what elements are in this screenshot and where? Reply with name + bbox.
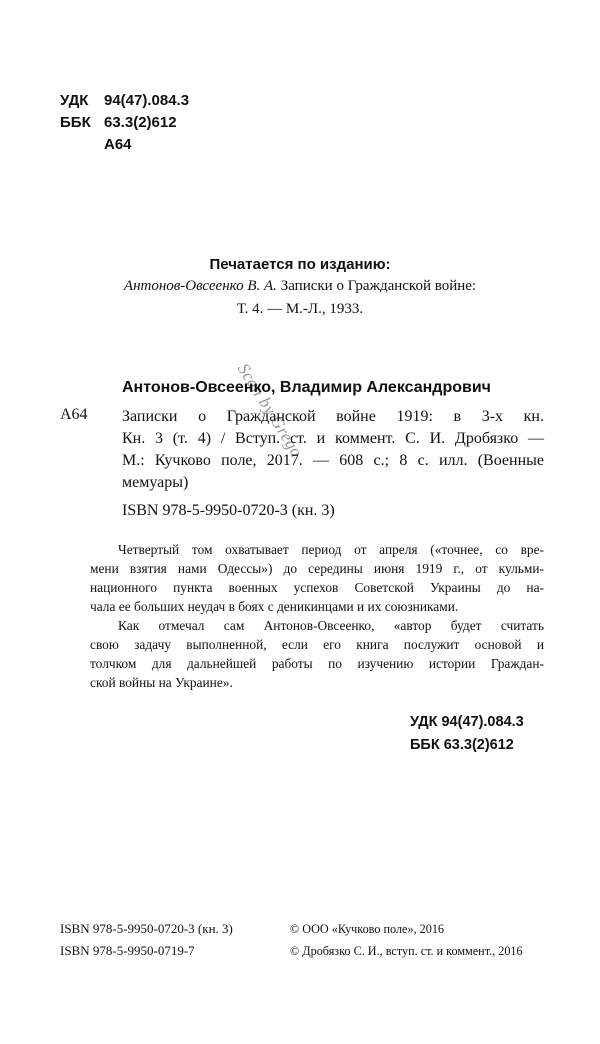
annotation-line: толчком для дальнейшей работы по изучению истории Граждан- [90,656,544,671]
card-isbn: ISBN 978-5-9950-0720-3 (кн. 3) [122,502,335,519]
classification-codes [60,90,189,156]
annotation-line: мени взятия нами Одессы») до середины июня 1919 г., от кульми- [90,561,544,576]
source-line-2: Т. 4. — М.-Л., 1933. [236,301,364,317]
footer-copyright-2: © Дробязко С. И., вступ. ст. и коммент., 2016 [290,944,523,958]
source-author: Антонов-Овсеенко В. А. [123,278,277,294]
udk-right: УДК 94(47).084.3 [410,714,524,730]
card-description [122,406,544,494]
footer-isbn-2: ISBN 978-5-9950-0719-7 [60,943,195,958]
udk-value: 94(47).084.3 [104,92,190,109]
annotation-line: Четвертый том охватывает период от апреля («точнее, со вре- [118,542,544,557]
bbk-right: ББК 63.3(2)612 [410,737,514,753]
annotation-line: чала ее больших неудач в боях с деникинцами и их союзниками. [90,599,459,614]
source-line-1 [0,278,600,295]
bbk-value: 63.3(2)612 [104,114,177,131]
udk-label: УДК [60,92,89,109]
card-line: М.: Кучково поле, 2017. — 608 с.; 8 с. илл. (Военные [122,452,544,469]
footer-isbn-1: ISBN 978-5-9950-0720-3 (кн. 3) [60,921,233,936]
annotation-line: Как отмечал сам Антонов-Овсеенко, «автор будет считать [118,618,544,633]
card-author-mark: А64 [60,406,88,423]
card-line: Кн. 3 (т. 4) / Вступ. ст. и коммент. С. И. Дробязко — [122,430,544,447]
footer-copyright-1: © ООО «Кучково поле», 2016 [290,922,445,936]
card-heading: Антонов-Овсеенко, Владимир Александрович [122,379,491,396]
scan-watermark: Scan by Grego [233,360,307,461]
author-mark: А64 [104,136,132,153]
source-heading: Печатается по изданию: [209,256,391,273]
bbk-label: ББК [60,114,91,131]
card-line: мемуары) [122,474,189,491]
footer-isbns [60,918,233,962]
source-title: Записки о Гражданской войне: [276,278,477,294]
codes-right [410,711,524,757]
card-line: Записки о Гражданской войне 1919: в 3-х кн. [122,408,544,425]
annotation-line: свою задачу выполненной, если его книга послужит основой и [90,637,544,652]
footer-copyrights [290,918,523,962]
annotation [90,540,544,692]
annotation-line: ской войны на Украине». [90,675,233,690]
annotation-line: национного пункта военных успехов Советской Украины до на- [90,580,544,595]
